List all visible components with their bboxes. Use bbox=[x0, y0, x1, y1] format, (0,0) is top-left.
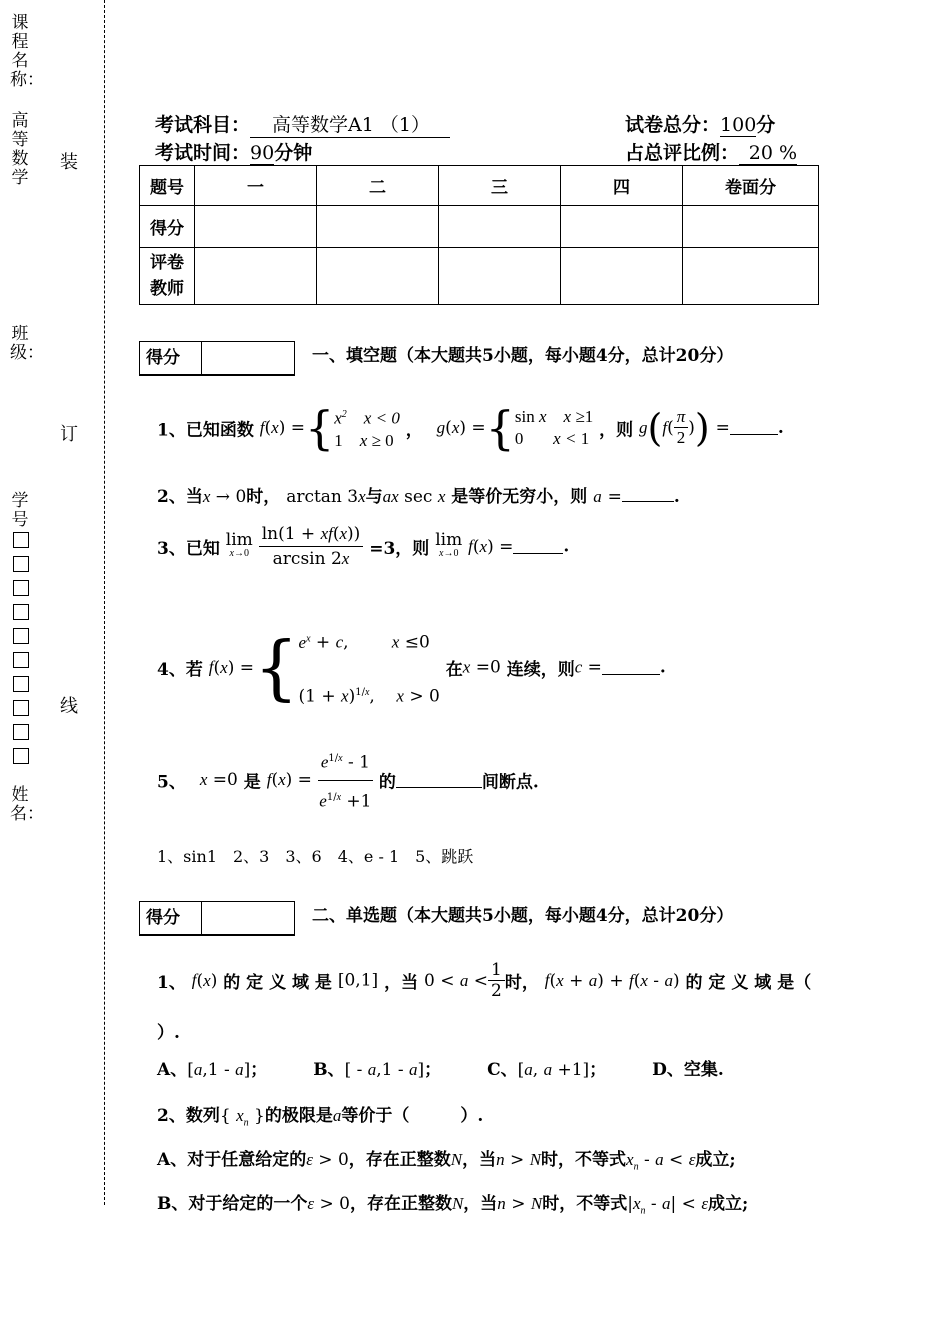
course-label: 课程名称： bbox=[10, 13, 44, 90]
s2-q2-option-a[interactable]: A、对于任意给定的ε > 0，存在正整数N，当n > N时，不等式$x_n - a < \varepsilon$成立; bbox=[157, 1150, 736, 1173]
subject-value: 高等数学A1 （1） bbox=[250, 110, 450, 138]
grade-col-1: 一 bbox=[195, 166, 317, 206]
time-row: 考试时间：90分钟 bbox=[155, 142, 313, 164]
grade-col-2: 二 bbox=[317, 166, 439, 206]
total-row: 试卷总分：100分 bbox=[625, 114, 776, 136]
s2-question-1: 1、 f(x) 的 定 义 域 是 [0,1] ，当 0 < a < $\frac{1}{2}$ 时， f(x + a) + f(x - a) 的 定 义 域 是（ bbox=[157, 960, 812, 1001]
section2-score-input[interactable] bbox=[202, 902, 294, 934]
course-value: 高等数学 bbox=[11, 111, 29, 188]
grade-cell[interactable] bbox=[317, 206, 439, 248]
grade-cell[interactable] bbox=[561, 248, 683, 305]
section1-score-input[interactable] bbox=[202, 342, 294, 374]
time-value: 90 bbox=[250, 142, 275, 164]
id-box[interactable] bbox=[13, 580, 29, 596]
s2-q1-options bbox=[157, 1055, 724, 1080]
ratio-value: 20 % bbox=[739, 142, 797, 165]
grade-row-score: 得分 bbox=[140, 206, 195, 248]
s2-q1-option-a[interactable]: A、[a,1 - a]； bbox=[157, 1060, 268, 1080]
s1-q1-blank[interactable] bbox=[730, 420, 778, 435]
binding-line bbox=[104, 0, 105, 1205]
id-box[interactable] bbox=[13, 604, 29, 620]
section2-score-box bbox=[139, 901, 295, 936]
s1-question-2: 2、当x → 0时， arctan 3x与ax sec x 是等价无穷小，则 a = . bbox=[157, 487, 680, 507]
name-label: 姓名： bbox=[10, 785, 44, 824]
grade-cell[interactable] bbox=[561, 206, 683, 248]
grade-col-total: 卷面分 bbox=[683, 166, 819, 206]
id-box[interactable] bbox=[13, 676, 29, 692]
binding-mark-3: 线 bbox=[60, 696, 78, 717]
id-boxes bbox=[11, 532, 31, 772]
s1-question-5: 5、 x =0 是 f(x) = $\frac{e^{1/x} - 1}{e^{1/x} +1}$ 的 间断点. bbox=[157, 742, 539, 818]
section1-score-box bbox=[139, 341, 295, 376]
s1-question-4: 4、若 f(x) ={ $e^x + c$, x ≤0 $(1 + x)^{1/x}$, x > 0 在x =0 连续，则c = . bbox=[157, 626, 666, 709]
s2-question-1-end: ）. bbox=[157, 1023, 180, 1043]
total-value: 100 bbox=[720, 114, 757, 136]
s2-q1-option-c[interactable]: C、[a, a +1]； bbox=[487, 1060, 607, 1080]
s1-q2-blank[interactable] bbox=[622, 487, 674, 502]
s1-q4-blank[interactable] bbox=[602, 660, 660, 675]
id-box[interactable] bbox=[13, 628, 29, 644]
grade-cell[interactable] bbox=[195, 248, 317, 305]
grade-col-3: 三 bbox=[439, 166, 561, 206]
section1-score-label: 得分 bbox=[140, 342, 202, 374]
grade-cell[interactable] bbox=[683, 206, 819, 248]
ratio-row: 占总评比例： 20 % bbox=[625, 142, 798, 164]
grade-cell[interactable] bbox=[439, 248, 561, 305]
id-box[interactable] bbox=[13, 748, 29, 764]
id-box[interactable] bbox=[13, 556, 29, 572]
section1-title: 一、填空题（本大题共5小题，每小题4分，总计20分） bbox=[312, 346, 734, 366]
s2-q1-option-d[interactable]: D、空集. bbox=[652, 1060, 724, 1080]
s2-q1-option-b[interactable]: B、[ - a,1 - a]； bbox=[313, 1060, 442, 1080]
binding-mark-2: 订 bbox=[60, 424, 78, 445]
binding-mark-1: 装 bbox=[60, 152, 78, 173]
grade-cell[interactable] bbox=[439, 206, 561, 248]
section2-score-label: 得分 bbox=[140, 902, 202, 934]
grade-cell[interactable] bbox=[195, 206, 317, 248]
grade-table bbox=[139, 165, 819, 305]
id-label: 学号 bbox=[11, 491, 29, 530]
id-box[interactable] bbox=[13, 652, 29, 668]
grade-cell[interactable] bbox=[317, 248, 439, 305]
class-label: 班级： bbox=[10, 324, 44, 363]
s1-answers: 1、sin1 2、3 3、6 4、e - 1 5、跳跃 bbox=[157, 847, 474, 866]
s2-q2-option-b[interactable]: B、对于给定的一个ε > 0，存在正整数N，当n > N时，不等式$|x_n - a| < \varepsilon$成立; bbox=[157, 1194, 749, 1217]
grade-row-teacher: 评卷 教师 bbox=[140, 248, 195, 305]
s1-question-1: 1、已知函数 f(x) ={ $x^2$ x < 0 1 x ≥ 0 ， g(x) ={ sin x x ≥1 0 x < 1 ，则 g(f( $\frac{\pi}{2}$ )) = . bbox=[157, 400, 784, 455]
s1-q3-blank[interactable] bbox=[513, 539, 563, 554]
grade-col-header: 题号 bbox=[140, 166, 195, 206]
s2-question-2: 2、数列{ $x_n$ }的极限是a等价于（ ）. bbox=[157, 1106, 484, 1129]
subject-row: 考试科目： 高等数学A1 （1） bbox=[155, 110, 450, 138]
s1-q5-blank[interactable] bbox=[396, 773, 482, 788]
section2-title: 二、单选题（本大题共5小题，每小题4分，总计20分） bbox=[312, 906, 734, 926]
grade-col-4: 四 bbox=[561, 166, 683, 206]
id-box[interactable] bbox=[13, 532, 29, 548]
id-box[interactable] bbox=[13, 724, 29, 740]
id-box[interactable] bbox=[13, 700, 29, 716]
grade-cell[interactable] bbox=[683, 248, 819, 305]
s1-question-3: 3、已知 lim x→0 $\frac{\ln(1 + xf(x))}{\arcsin 2x}$ =3，则 lim x→0 f(x) = . bbox=[157, 524, 570, 569]
